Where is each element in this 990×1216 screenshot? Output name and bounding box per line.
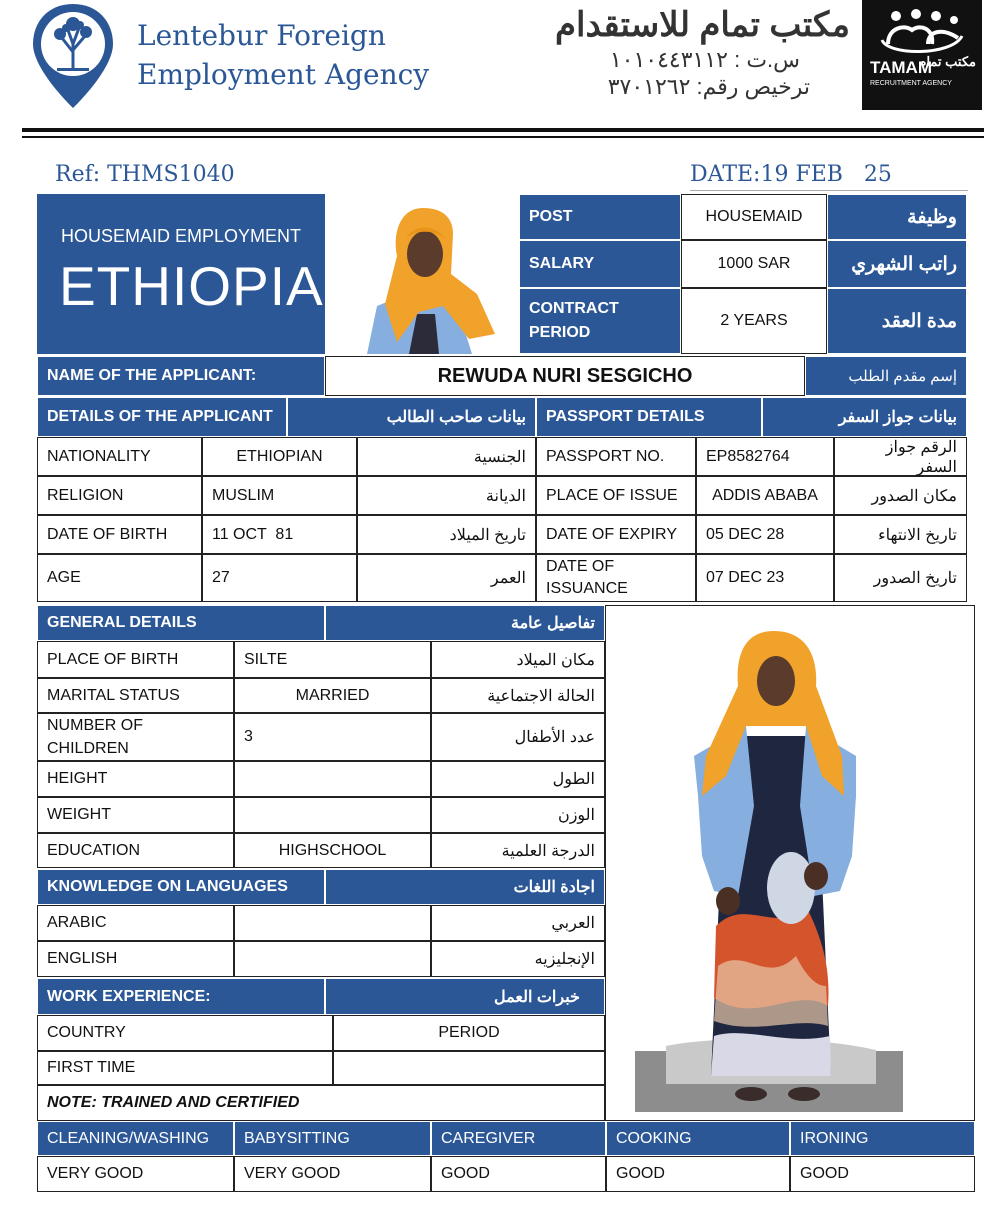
country-banner bbox=[37, 194, 325, 354]
language-value-arabic bbox=[234, 905, 431, 941]
passport-value-issuance: 07 DEC 23 bbox=[696, 554, 834, 602]
detail-ar-dob: تاريخ الميلاد bbox=[357, 515, 536, 554]
detail-value-age: 27 bbox=[202, 554, 357, 602]
header-divider bbox=[22, 128, 984, 132]
detail-label-dob: DATE OF BIRTH bbox=[37, 515, 202, 554]
skill-value-cooking: GOOD bbox=[606, 1156, 790, 1192]
post-label-ar: وظيفة bbox=[827, 194, 967, 240]
banner-country: ETHIOPIA bbox=[59, 255, 324, 317]
general-label-weight: WEIGHT bbox=[37, 797, 234, 833]
detail-value-dob: 11 OCT 81 bbox=[202, 515, 357, 554]
general-label-height: HEIGHT bbox=[37, 761, 234, 797]
general-ar-birthplace: مكان الميلاد bbox=[431, 641, 605, 678]
skill-value-cleaning: VERY GOOD bbox=[37, 1156, 234, 1192]
document-date: DATE:19 FEB 25 bbox=[690, 162, 892, 187]
general-label-marital: MARITAL STATUS bbox=[37, 678, 234, 713]
details-title: DETAILS OF THE APPLICANT bbox=[37, 397, 287, 437]
passport-value-expiry: 05 DEC 28 bbox=[696, 515, 834, 554]
banner-subtitle: HOUSEMAID EMPLOYMENT bbox=[61, 226, 302, 246]
agency-name: Lentebur Foreign Employment Agency bbox=[137, 19, 430, 91]
general-label-birthplace: PLACE OF BIRTH bbox=[37, 641, 234, 678]
general-value-height bbox=[234, 761, 431, 797]
training-note: NOTE: TRAINED AND CERTIFIED bbox=[37, 1085, 605, 1121]
work-header-period: PERIOD bbox=[333, 1015, 605, 1051]
passport-title: PASSPORT DETAILS bbox=[536, 397, 762, 437]
header-divider-thin bbox=[22, 136, 984, 138]
work-row-period bbox=[333, 1051, 605, 1085]
post-label: POST bbox=[519, 194, 681, 240]
general-value-children: 3 bbox=[234, 713, 431, 761]
passport-label-number: PASSPORT NO. bbox=[536, 437, 696, 476]
detail-label-age: AGE bbox=[37, 554, 202, 602]
languages-title-ar: اجادة اللغات bbox=[325, 869, 605, 905]
detail-label-religion: RELIGION bbox=[37, 476, 202, 515]
skill-label-cooking: COOKING bbox=[606, 1121, 790, 1156]
passport-ar-expiry: تاريخ الانتهاء bbox=[834, 515, 967, 554]
work-header-country: COUNTRY bbox=[37, 1015, 333, 1051]
language-value-english bbox=[234, 941, 431, 977]
general-title-ar: تفاصيل عامة bbox=[325, 605, 605, 641]
passport-ar-number: الرقم جواز السفر bbox=[834, 437, 967, 476]
applicant-name-label-ar: إسم مقدم الطلب bbox=[805, 356, 967, 396]
salary-label-ar: راتب الشهري bbox=[827, 240, 967, 288]
detail-ar-religion: الديانة bbox=[357, 476, 536, 515]
contract-label-ar: مدة العقد bbox=[827, 288, 967, 354]
general-ar-education: الدرجة العلمية bbox=[431, 833, 605, 868]
languages-title: KNOWLEDGE ON LANGUAGES bbox=[37, 869, 325, 905]
general-value-birthplace: SILTE bbox=[234, 641, 431, 678]
passport-value-number: EP8582764 bbox=[696, 437, 834, 476]
date-underline bbox=[690, 190, 968, 191]
general-title: GENERAL DETAILS bbox=[37, 605, 325, 641]
contract-value: 2 YEARS bbox=[681, 288, 827, 354]
detail-ar-age: العمر bbox=[357, 554, 536, 602]
skill-label-babysitting: BABYSITTING bbox=[234, 1121, 431, 1156]
skill-value-babysitting: VERY GOOD bbox=[234, 1156, 431, 1192]
skill-label-cleaning: CLEANING/WASHING bbox=[37, 1121, 234, 1156]
work-title-ar: خبرات العمل bbox=[325, 978, 605, 1015]
language-label-english: ENGLISH bbox=[37, 941, 234, 977]
general-value-weight bbox=[234, 797, 431, 833]
general-value-education: HIGHSCHOOL bbox=[234, 833, 431, 868]
general-label-education: EDUCATION bbox=[37, 833, 234, 868]
language-label-arabic: ARABIC bbox=[37, 905, 234, 941]
skill-value-ironing: GOOD bbox=[790, 1156, 975, 1192]
work-title: WORK EXPERIENCE: bbox=[37, 978, 325, 1015]
salary-value: 1000 SAR bbox=[681, 240, 827, 288]
applicant-headshot bbox=[327, 194, 517, 354]
reference-number: Ref: THMS1040 bbox=[55, 162, 235, 187]
detail-value-religion: MUSLIM bbox=[202, 476, 357, 515]
applicant-full-photo bbox=[605, 605, 975, 1121]
passport-label-issuance: DATE OF ISSUANCE bbox=[536, 554, 696, 602]
detail-label-nationality: NATIONALITY bbox=[37, 437, 202, 476]
general-ar-children: عدد الأطفال bbox=[431, 713, 605, 761]
agency-logo-icon bbox=[30, 0, 116, 112]
passport-title-ar: بيانات جواز السفر bbox=[762, 397, 967, 437]
applicant-name-label: NAME OF THE APPLICANT: bbox=[37, 356, 325, 396]
passport-label-issue-place: PLACE OF ISSUE bbox=[536, 476, 696, 515]
contract-label: CONTRACT PERIOD bbox=[519, 288, 681, 354]
language-ar-english: الإنجليزيه bbox=[431, 941, 605, 977]
general-ar-weight: الوزن bbox=[431, 797, 605, 833]
salary-label: SALARY bbox=[519, 240, 681, 288]
passport-value-issue-place: ADDIS ABABA bbox=[696, 476, 834, 515]
skill-label-ironing: IRONING bbox=[790, 1121, 975, 1156]
tamam-logo: مكتب تمام TAMAM RECRUITMENT AGENCY bbox=[862, 0, 982, 110]
general-ar-height: الطول bbox=[431, 761, 605, 797]
skill-label-caregiver: CAREGIVER bbox=[431, 1121, 606, 1156]
details-title-ar: بيانات صاحب الطالب bbox=[287, 397, 536, 437]
general-value-marital: MARRIED bbox=[234, 678, 431, 713]
passport-ar-issuance: تاريخ الصدور bbox=[834, 554, 967, 602]
general-ar-marital: الحالة الاجتماعية bbox=[431, 678, 605, 713]
arabic-office-name: مكتب تمام للاستقدام س.ت : ١٠١٠٤٤٣١١٢ ترخيص رقم: ٣٧٠١٢٦٢ bbox=[555, 6, 850, 99]
passport-label-expiry: DATE OF EXPIRY bbox=[536, 515, 696, 554]
language-ar-arabic: العربي bbox=[431, 905, 605, 941]
post-value: HOUSEMAID bbox=[681, 194, 827, 240]
tamam-people-icon bbox=[862, 0, 982, 60]
work-row-country: FIRST TIME bbox=[37, 1051, 333, 1085]
general-label-children: NUMBER OF CHILDREN bbox=[37, 713, 234, 761]
applicant-name: REWUDA NURI SESGICHO bbox=[325, 356, 805, 396]
detail-value-nationality: ETHIOPIAN bbox=[202, 437, 357, 476]
skill-value-caregiver: GOOD bbox=[431, 1156, 606, 1192]
detail-ar-nationality: الجنسية bbox=[357, 437, 536, 476]
passport-ar-issue-place: مكان الصدور bbox=[834, 476, 967, 515]
